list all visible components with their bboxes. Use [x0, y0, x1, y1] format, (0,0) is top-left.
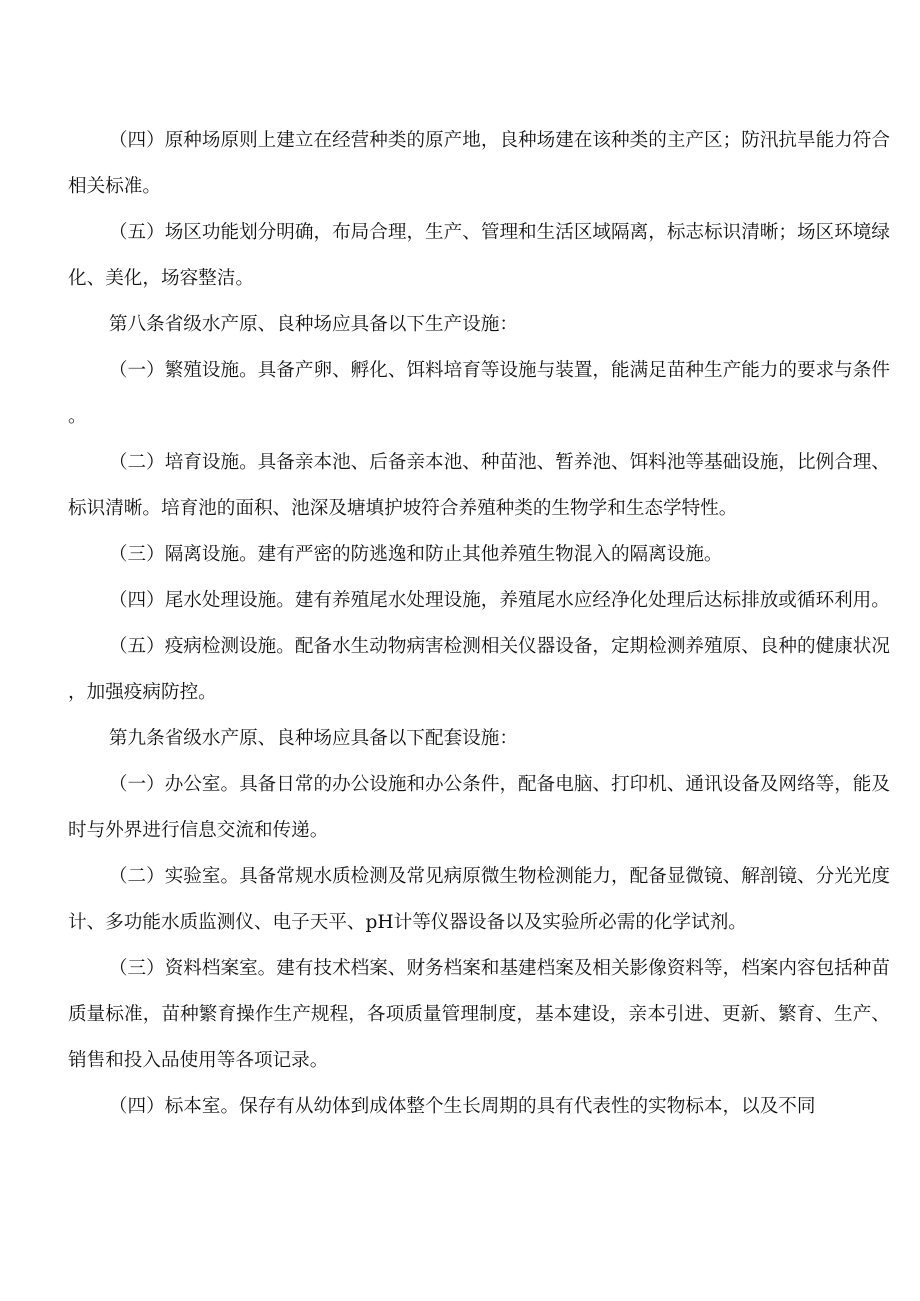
paragraph-specimen-room: （四）标本室。保存有从幼体到成体整个生长周期的具有代表性的实物标本，以及不同 [108, 1096, 816, 1117]
paragraph-laboratory: （二）实验室。具备常规水质检测及常见病原微生物检测能力，配备显微镜、解剖镜、分光光度计、多功能水质监测仪、电子天平、pH计等仪器设备以及实验所必需的化学试剂。 [68, 866, 890, 933]
paragraph-archive-room: （三）资料档案室。建有技术档案、财务档案和基建档案及相关影像资料等，档案内容包括种苗质量标准，苗种繁育操作生产规程，各项质量管理制度，基本建设，亲本引进、更新、繁育、生产、销售和投入品使用等各项记录。 [68, 958, 890, 1071]
paragraph-breeding-facilities: （一）繁殖设施。具备产卵、孵化、饵料培育等设施与装置，能满足苗种生产能力的要求与条件。 [68, 360, 890, 427]
paragraph-disease-detection: （五）疫病检测设施。配备水生动物病害检测相关仪器设备，定期检测养殖原、良种的健康状况，加强疫病防控。 [68, 636, 890, 703]
paragraph-office: （一）办公室。具备日常的办公设施和办公条件，配备电脑、打印机、通讯设备及网络等，能及时与外界进行信息交流和传递。 [68, 774, 890, 841]
paragraph-4-site-location: （四）原种场原则上建立在经营种类的原产地，良种场建在该种类的主产区；防汛抗旱能力符合相关标准。 [68, 130, 890, 197]
paragraph-5-site-layout: （五）场区功能划分明确，布局合理，生产、管理和生活区域隔离，标志标识清晰；场区环境绿化、美化，场容整洁。 [68, 222, 890, 289]
paragraph-tailwater-facilities: （四）尾水处理设施。建有养殖尾水处理设施，养殖尾水应经净化处理后达标排放或循环利用。 [108, 590, 890, 611]
paragraph-isolation-facilities: （三）隔离设施。建有严密的防逃逸和防止其他养殖生物混入的隔离设施。 [108, 544, 723, 565]
article-9-heading: 第九条省级水产原、良种场应具备以下配套设施： [108, 728, 518, 749]
article-8-heading: 第八条省级水产原、良种场应具备以下生产设施： [108, 314, 518, 335]
paragraph-rearing-facilities: （二）培育设施。具备亲本池、后备亲本池、种苗池、暂养池、饵料池等基础设施，比例合理、标识清晰。培育池的面积、池深及塘填护坡符合养殖种类的生物学和生态学特性。 [68, 452, 890, 519]
